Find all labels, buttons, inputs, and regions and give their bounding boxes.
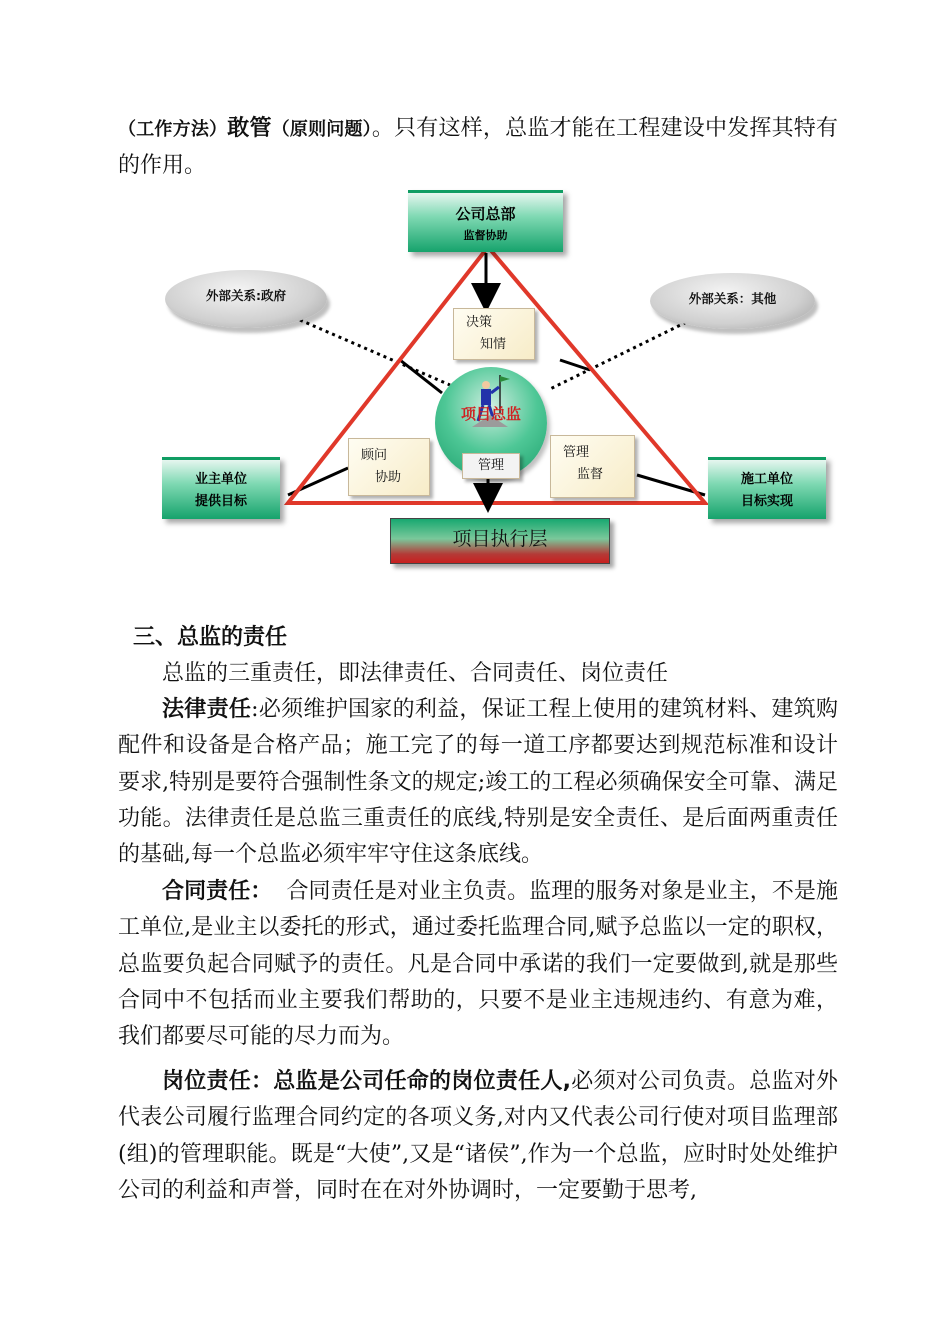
contractor-box <box>708 457 826 519</box>
center-label: 项目总监 <box>460 405 521 423</box>
decision-label-2: 知情 <box>480 337 507 352</box>
owner-title: 业主单位 <box>194 472 247 487</box>
post-text: 必须对公司负责。总监对外代表公司履行监理合同约定的各项义务,对内又代表公司行使对项目监理部(组)的管理职能。既是“大使”,又是“诸侯”,作为一个总监，应时时处处维护公司的利益和声誉，同时在在对外协调时，一定要勤于思考, <box>118 1069 838 1203</box>
other-label: 外部关系：其他 <box>688 291 777 306</box>
intro-rest-text: 。只有这样，总监才能在工程建设中发挥其特有的作用。 <box>118 116 838 179</box>
decision-box <box>453 308 535 360</box>
section-heading-text: 三、总监的责任 <box>133 625 288 650</box>
hq-subtitle: 监督协助 <box>463 229 508 242</box>
legal-text: :必须维护国家的利益，保证工程上使用的建筑材料、建筑购配件和设备是合格产品；施工完了的每一道工序都要达到规范标准和设计要求,特别是要符合强制性条文的规定;竣工的工程必须确保安全可靠、满足功能。法律责任是总监三重责任的底线,特别是安全责任、是后面两重责任的基础,每一个总监必须牢牢守住这条底线。 <box>118 697 838 868</box>
owner-box <box>162 457 280 519</box>
decision-label-1: 决策 <box>466 315 493 330</box>
center-label-box <box>435 403 547 424</box>
consult-label-2: 协助 <box>375 470 402 485</box>
legal-paragraph <box>118 692 838 873</box>
section-intro-text: 总监的三重责任，即法律责任、合同责任、岗位责任 <box>162 661 669 686</box>
contract-paragraph <box>118 874 838 1055</box>
section-heading <box>133 620 853 656</box>
gov-label: 外部关系:政府 <box>206 288 286 303</box>
contractor-title: 施工单位 <box>740 472 793 487</box>
legal-label: 法律责任 <box>162 697 252 722</box>
exec-layer-label: 项目执行层 <box>452 528 548 550</box>
intro-paragraph <box>118 110 838 185</box>
post-label: 岗位责任：总监是公司任命的岗位责任人, <box>162 1069 571 1094</box>
gov-oval <box>165 270 327 328</box>
work-method-text: （工作方法） <box>118 119 228 140</box>
section-intro <box>118 656 838 692</box>
contract-text: 合同责任是对业主负责。监理的服务对象是业主，不是施工单位,是业主以委托的形式，通过委托监理合同,赋予总监以一定的职权，总监要负起合同赋予的责任。凡是合同中承诺的我们一定要做到,就是那些合同中不包括而业主要我们帮助的，只要不是业主违规违约、有意为难，我们都要尽可能的尽力而为。 <box>118 879 838 1050</box>
owner-subtitle: 提供目标 <box>194 494 247 509</box>
contractor-subtitle: 目标实现 <box>740 494 793 509</box>
hq-box <box>408 190 563 252</box>
manage-box <box>462 453 520 479</box>
post-paragraph <box>118 1064 838 1209</box>
principle-text: （原则问题） <box>271 119 372 140</box>
other-oval <box>650 273 815 329</box>
consult-label-1: 顾问 <box>361 448 388 463</box>
supervise-label-2: 监督 <box>577 467 604 482</box>
supervise-box <box>550 435 635 498</box>
dare-manage-text: 敢管 <box>227 115 272 141</box>
center-left-line <box>400 360 442 393</box>
hq-title: 公司总部 <box>455 205 516 223</box>
other-dotted-line <box>548 313 705 390</box>
manage-label: 管理 <box>477 458 504 473</box>
organization-diagram <box>150 185 840 570</box>
exec-layer-bar <box>390 518 610 564</box>
consult-box <box>348 438 430 496</box>
supervise-label-1: 管理 <box>563 445 590 460</box>
contract-label: 合同责任： <box>162 879 273 904</box>
gov-dotted-line <box>300 320 450 385</box>
